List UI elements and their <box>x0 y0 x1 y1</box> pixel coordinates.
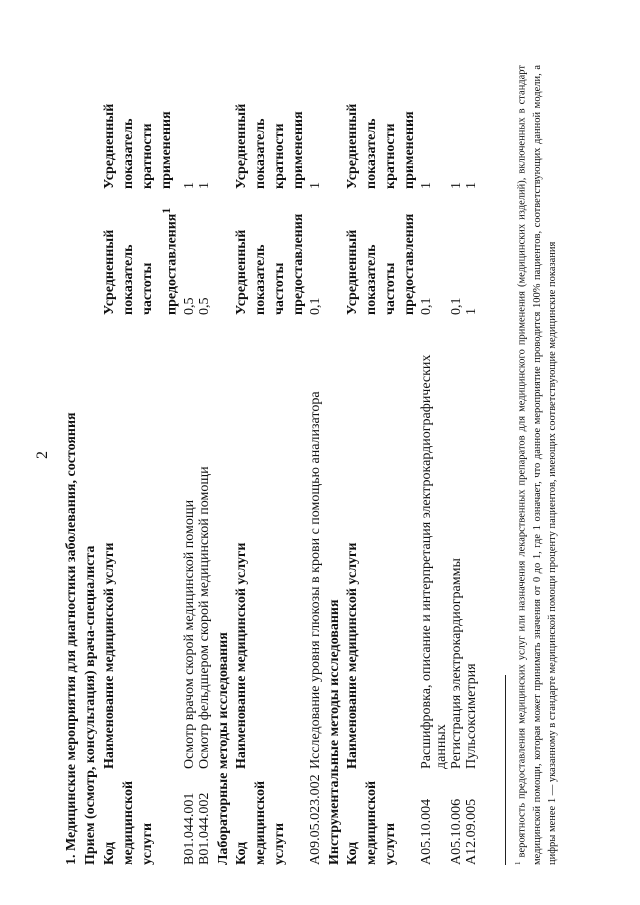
header-code: Код медицинской услуги <box>102 780 155 865</box>
group-instrumental <box>327 65 479 865</box>
service-code: A05.10.004 <box>418 798 434 865</box>
table-row <box>449 65 464 865</box>
footnote-marker: 1 <box>514 861 522 865</box>
header-frequency-text: Усредненный показатель частоты предоставления <box>102 213 180 315</box>
table-header <box>232 65 308 865</box>
page-number: 2 <box>34 451 51 459</box>
header-multiplicity: Усредненный показатель кратности применения <box>102 103 174 189</box>
table-row <box>182 65 197 865</box>
header-code: Код медицинской услуги <box>233 780 287 865</box>
group-title: Прием (осмотр, консультация) врача-специалиста <box>83 545 98 865</box>
group-title: Лабораторные методы исследования <box>215 632 231 865</box>
group-laboratory <box>216 65 323 865</box>
service-name: Осмотр фельдшером скорой медицинской помощи <box>196 466 212 769</box>
header-name: Наименование медицинской услуги <box>102 542 117 769</box>
header-name: Наименование медицинской услуги <box>344 542 360 769</box>
service-code: A09.05.023.002 <box>307 774 323 865</box>
table-row <box>308 65 323 865</box>
header-frequency <box>100 189 182 315</box>
header-multiplicity: Усредненный показатель кратности применения <box>344 103 417 189</box>
service-multiplicity: 1 <box>181 182 197 189</box>
table-row <box>419 65 449 865</box>
service-name: Регистрация электрокардиограммы <box>448 558 464 769</box>
header-frequency: Усредненный показатель частоты предоставления <box>233 213 306 315</box>
service-multiplicity: 1 <box>448 182 464 189</box>
footnote-body: вероятность предоставления медицинских услуг или назначения лекарственных препаратов для медицинского применения (медицинских изделий), включенных в стандарт медицинской помощи, которая может принимать значения от 0 до 1, где 1 означает, что данное мероприятие проводится 100% пациентов, соответствующих данной модели, а цифры менее 1 — указанному в стандарте медицинской помощи проценту пациентов, имеющих соответствующие медицинские показания <box>516 64 558 865</box>
service-multiplicity: 1 <box>463 182 479 189</box>
table-row <box>464 65 479 865</box>
service-frequency: 0,1 <box>418 297 434 315</box>
service-multiplicity: 1 <box>196 182 212 189</box>
footnote <box>505 65 560 865</box>
table-header <box>343 65 419 865</box>
header-multiplicity: Усредненный показатель кратности применения <box>233 103 306 189</box>
service-code: A05.10.006 <box>448 798 464 865</box>
service-frequency: 0,5 <box>196 297 212 315</box>
service-frequency: 0,5 <box>181 297 197 315</box>
service-code: A12.09.005 <box>463 798 479 865</box>
table-row <box>197 65 212 865</box>
header-code: Код медицинской услуги <box>344 780 398 865</box>
footnote-rule <box>505 675 506 865</box>
standard-content <box>64 65 479 865</box>
service-multiplicity: 1 <box>307 182 323 189</box>
service-name: Пульсоксиметрия <box>463 663 479 769</box>
footnote-text <box>511 65 560 865</box>
table-header <box>100 65 182 865</box>
header-name: Наименование медицинской услуги <box>233 542 249 769</box>
group-title: Инструментальные методы исследования <box>326 599 342 865</box>
service-frequency: 0,1 <box>307 297 323 315</box>
header-frequency: Усредненный показатель частоты предоставления <box>344 213 417 315</box>
service-code: B01.044.002 <box>196 792 212 865</box>
service-frequency: 1 <box>463 308 479 315</box>
service-name: Исследование уровня глюкозы в крови с помощью анализатора <box>307 391 323 769</box>
service-code: B01.044.001 <box>181 792 197 865</box>
section-title: 1. Медицинские мероприятия для диагностики заболевания, состояния <box>64 412 79 865</box>
service-name: Расшифровка, описание и интерпретация электрокардиографических данных <box>418 354 449 769</box>
service-name: Осмотр врачом скорой медицинской помощи <box>181 499 197 769</box>
service-frequency: 0,1 <box>448 297 464 315</box>
group-consultation <box>83 65 212 865</box>
service-multiplicity: 1 <box>418 182 434 189</box>
footnote-ref: 1 <box>160 207 173 214</box>
